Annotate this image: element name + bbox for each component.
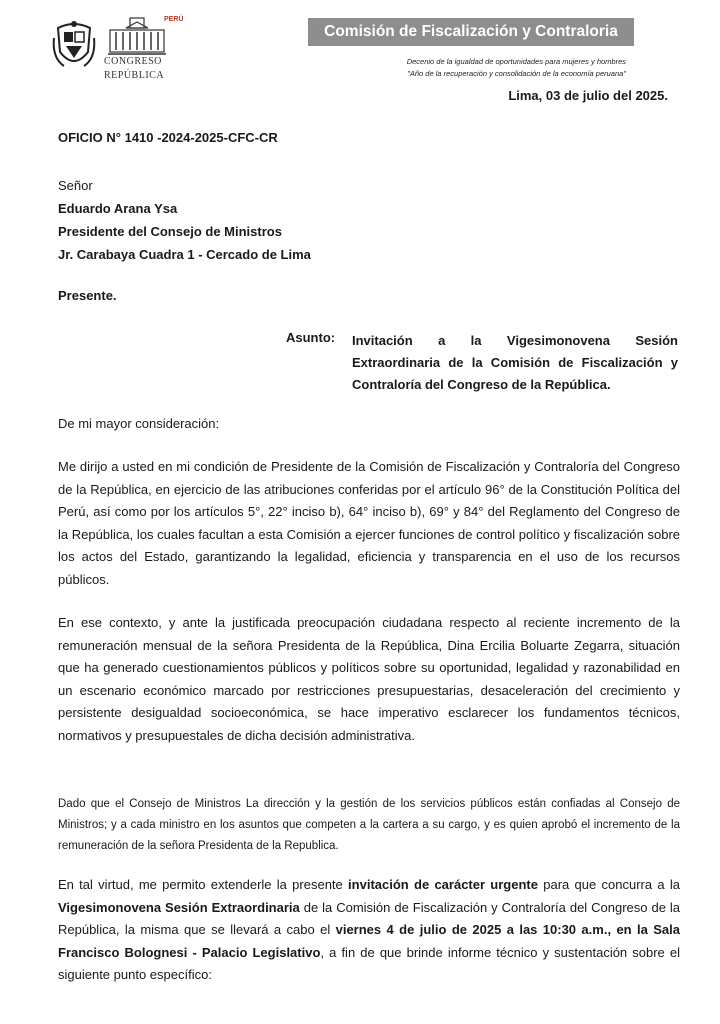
congress-building-icon [108, 16, 166, 56]
motto-line-2: "Año de la recuperación y consolidación de la economía peruana" [407, 69, 626, 78]
paragraph-4-text-3: de la Comisión de Fiscalización y Contraloría del Congreso de la República, la misma que se llevará a cabo el [58, 899, 681, 937]
asunto-text: Invitación a la Vigesimonovena Sesión Extraordinaria de la Comisión de Fiscalización y Contraloría del Congreso de la República. [352, 333, 678, 392]
addressee-block [58, 174, 311, 266]
congreso-word: CONGRESO [104, 56, 162, 67]
paragraph-4 [58, 874, 680, 987]
paragraph-4-bold-3: viernes 4 de julio de 2025 a las 10:30 a.m., en la Sala Francisco Bolognesi - Palacio Legislativo [58, 922, 680, 960]
oficio-number: OFICIO N° 1410 -2024-2025-CFC-CR [58, 130, 278, 145]
republica-word: REPÚBLICA [104, 70, 165, 81]
paragraph-4-bold-1: invitación de carácter urgente [348, 877, 538, 892]
commission-banner: Comisión de Fiscalización y Contraloria [308, 18, 634, 46]
peru-tag: PERÚ [164, 16, 184, 23]
greeting: De mi mayor consideración: [58, 416, 220, 431]
addressee-address: Jr. Carabaya Cuadra 1 - Cercado de Lima [58, 247, 311, 262]
paragraph-1: Me dirijo a usted en mi condición de Presidente de la Comisión de Fiscalización y Contraloría del Congreso de la República, en ejercicio de las atribuciones conferidas por el artículo 96° de la Constitución Política del Perú, así como por los artículos 5°, 22° inciso b), 64° inciso b), 69° y 84° del Reglamento del Congreso de la República, los cuales facultan a esta Comisión a ejercer funciones de control político y fiscalización sobre los actos del Estado, garantizando la legalidad, eficiencia y transparencia en el uso de los recursos públicos. [58, 459, 680, 587]
motto-line-1: Decenio de la igualdad de oportunidades para mujeres y hombres [406, 57, 626, 66]
paragraph-3: Dado que el Consejo de Ministros La dirección y la gestión de los servicios públicos están confiadas al Consejo de Ministros; y a cada ministro en los asuntos que competen a la cartera a su cargo, y es quien aprobó el incremento de la remuneración de la señora Presidenta de la Republica. [58, 798, 680, 852]
header-logos [52, 14, 182, 84]
paragraph-4-text-1: En tal virtud, me permito extenderle la presente [58, 877, 349, 892]
paragraph-4-text-2: para que concurra a la [537, 877, 680, 892]
presente-line: Presente. [58, 288, 117, 303]
national-seal-icon [52, 18, 96, 74]
year-motto [300, 56, 626, 80]
salutation: Señor [58, 178, 93, 193]
congreso-logo [104, 14, 184, 84]
asunto-label: Asunto: [286, 330, 336, 345]
paragraph-2: En ese contexto, y ante la justificada preocupación ciudadana respecto al reciente incremento de la remuneración mensual de la señora Presidenta de la República, Dina Ercilia Boluarte Zegarra, situación que ha generado cuestionamientos públicos y políticos sobre su oportunidad, legalidad y razonabilidad en un escenario económico marcado por restricciones presupuestarias, desaceleración del crecimiento y persistente desigualdad socioeconómica, se hace imperativo esclarecer los fundamentos técnicos, normativos y presupuestales de dicha decisión administrativa. [58, 615, 680, 743]
paragraph-4-bold-2: Vigesimonovena Sesión Extraordinaria [58, 899, 300, 915]
place-date: Lima, 03 de julio del 2025. [508, 88, 668, 103]
addressee-role: Presidente del Consejo de Ministros [58, 224, 282, 239]
addressee-name: Eduardo Arana Ysa [58, 201, 178, 216]
paragraph-4-text-4: , a fin de que brinde informe técnico y sustentación sobre el siguiente punto específico: [58, 944, 680, 982]
